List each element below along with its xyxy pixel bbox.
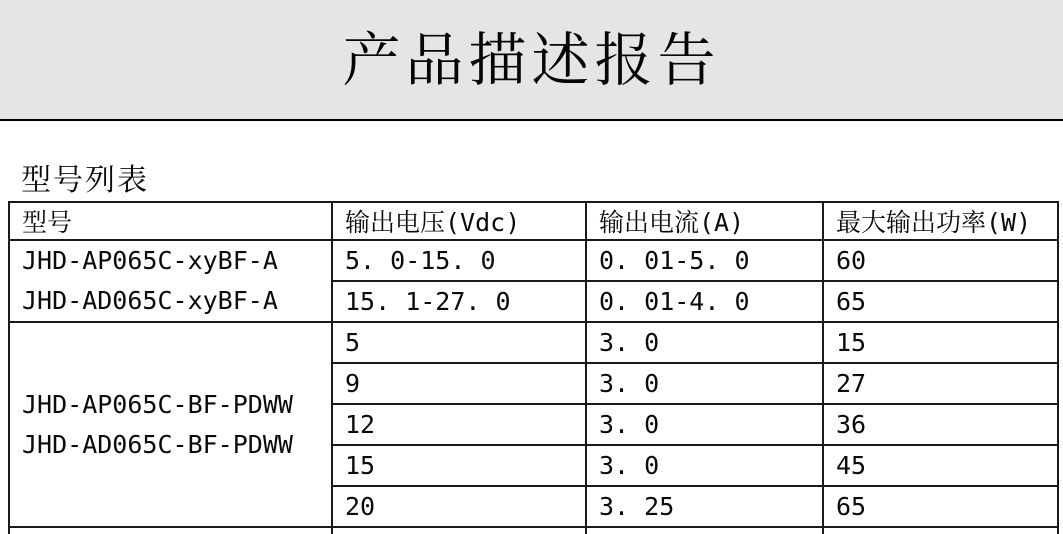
cell-power: 15: [823, 322, 1058, 363]
cell-current: 0. 01-4. 0: [586, 281, 823, 322]
cell-voltage: [332, 527, 586, 534]
section-label: 型号列表: [21, 163, 149, 198]
title-band: [0, 0, 1063, 121]
column-header-voltage: 输出电压(Vdc): [332, 202, 586, 240]
model-name: JHD-AP065C-BF-PDWW: [22, 389, 293, 419]
column-header-power: 最大输出功率(W): [823, 202, 1058, 240]
column-header-current: 输出电流(A): [586, 202, 823, 240]
cell-current: 0. 01-5. 0: [586, 240, 823, 281]
table-row-partial: [9, 527, 1058, 534]
model-list-table: [8, 201, 1059, 534]
cell-current: [586, 527, 823, 534]
cell-power: 60: [823, 240, 1058, 281]
cell-power: 27: [823, 363, 1058, 404]
model-name: JHD-AD065C-xyBF-A: [22, 286, 278, 315]
model-name: JHD-AD065C-BF-PDWW: [22, 429, 293, 459]
cell-model: [9, 527, 332, 534]
cell-power: 65: [823, 486, 1058, 527]
table-row: [9, 322, 1058, 363]
cell-current: 3. 0: [586, 363, 823, 404]
cell-voltage: 15. 1-27. 0: [332, 281, 586, 322]
cell-current: 3. 0: [586, 445, 823, 486]
cell-voltage: 5: [332, 322, 586, 363]
document-title: 产品描述报告: [342, 25, 721, 94]
cell-voltage: 15: [332, 445, 586, 486]
cell-voltage: 9: [332, 363, 586, 404]
cell-current: 3. 0: [586, 322, 823, 363]
cell-voltage: 12: [332, 404, 586, 445]
cell-voltage: 20: [332, 486, 586, 527]
cell-model-group2: [9, 322, 332, 527]
cell-voltage: 5. 0-15. 0: [332, 240, 586, 281]
cell-power: 36: [823, 404, 1058, 445]
table-header-row: [9, 202, 1058, 240]
cell-power: 45: [823, 445, 1058, 486]
cell-power: [823, 527, 1058, 534]
cell-current: 3. 0: [586, 404, 823, 445]
table-row: [9, 240, 1058, 281]
column-header-model: 型号: [9, 202, 332, 240]
cell-power: 65: [823, 281, 1058, 322]
cell-model-group1: [9, 240, 332, 322]
cell-current: 3. 25: [586, 486, 823, 527]
model-name: JHD-AP065C-xyBF-A: [22, 246, 278, 275]
